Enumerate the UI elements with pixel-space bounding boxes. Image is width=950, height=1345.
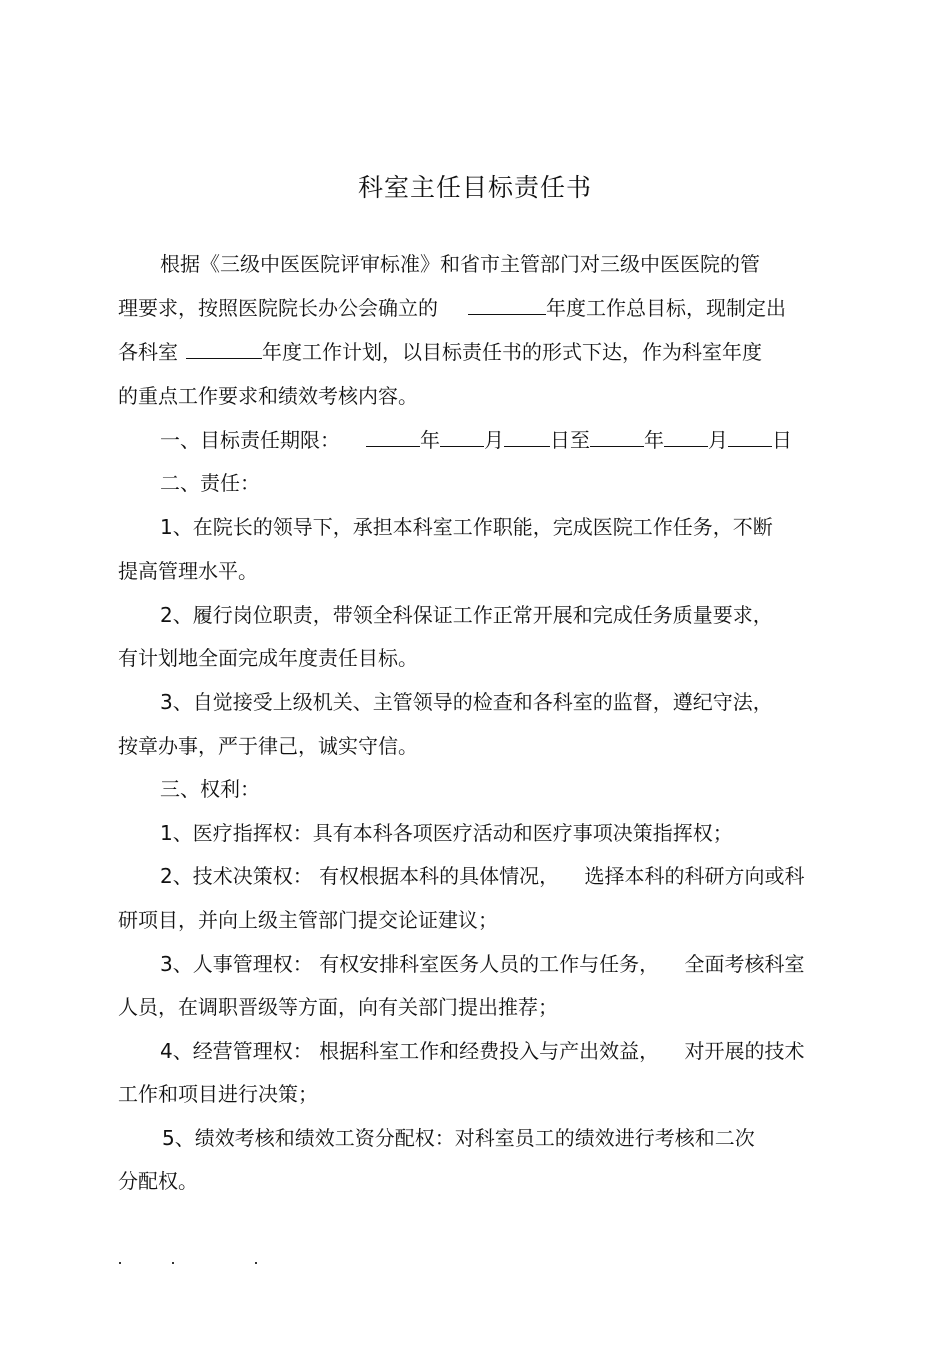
right-2-line-2: 研项目，并向上级主管部门提交论证建议； [118, 908, 498, 932]
responsibility-2-line-2: 有计划地全面完成年度责任目标。 [118, 646, 418, 670]
intro-line-2-text-b: 年度工作总目标，现制定出 [546, 296, 786, 320]
end-year-unit: 年 [644, 428, 664, 452]
right-5-line-1: 5、绩效考核和绩效工资分配权：对科室员工的绩效进行考核和二次 [162, 1126, 755, 1150]
intro-line-2 [118, 294, 786, 322]
footer-dot [172, 1262, 174, 1264]
right-4-line-1: 4、经营管理权： 根据科室工作和经费投入与产出效益， 对开展的技术 [160, 1039, 805, 1063]
start-month-unit: 月 [484, 428, 504, 452]
right-3-line-2: 人员，在调职晋级等方面，向有关部门提出推荐； [118, 995, 558, 1019]
intro-line-3 [118, 338, 762, 366]
start-day-unit: 日至 [550, 428, 590, 452]
rights-heading: 三、权利： [160, 777, 260, 801]
intro-line-3-text-a: 各科室 [118, 340, 178, 364]
end-day-unit: 日 [772, 428, 792, 452]
period-label: 一、目标责任期限： [160, 428, 340, 452]
right-4-line-2: 工作和项目进行决策； [118, 1082, 318, 1106]
end-month-unit: 月 [708, 428, 728, 452]
period-line [160, 426, 792, 454]
responsibility-1-line-2: 提高管理水平。 [118, 559, 258, 583]
end-year-blank[interactable] [590, 426, 644, 447]
start-day-blank[interactable] [504, 426, 550, 447]
responsibility-heading: 二、责任： [160, 471, 260, 495]
end-month-blank[interactable] [664, 426, 708, 447]
responsibility-2-line-1: 2、履行岗位职责，带领全科保证工作正常开展和完成任务质量要求， [160, 603, 773, 627]
right-2-line-1: 2、技术决策权： 有权根据本科的具体情况， 选择本科的科研方向或科 [160, 864, 805, 888]
start-month-blank[interactable] [440, 426, 484, 447]
year-blank-2[interactable] [186, 338, 262, 359]
intro-line-1: 根据《三级中医医院评审标准》和省市主管部门对三级中医医院的管 [160, 252, 760, 276]
year-blank-1[interactable] [468, 294, 546, 315]
intro-line-2-text-a: 理要求，按照医院院长办公会确立的 [118, 296, 438, 320]
responsibility-1-line-1: 1、在院长的领导下，承担本科室工作职能，完成医院工作任务，不断 [160, 515, 773, 539]
responsibility-3-line-2: 按章办事，严于律己，诚实守信。 [118, 734, 418, 758]
intro-line-4: 的重点工作要求和绩效考核内容。 [118, 384, 418, 408]
footer-dot [119, 1262, 121, 1264]
right-3-line-1: 3、人事管理权： 有权安排科室医务人员的工作与任务， 全面考核科室 [160, 952, 805, 976]
responsibility-3-line-1: 3、自觉接受上级机关、主管领导的检查和各科室的监督，遵纪守法， [160, 690, 773, 714]
footer-dot [255, 1262, 257, 1264]
start-year-blank[interactable] [366, 426, 420, 447]
end-day-blank[interactable] [728, 426, 772, 447]
right-5-line-2: 分配权。 [118, 1169, 198, 1193]
right-1-line-1: 1、医疗指挥权：具有本科各项医疗活动和医疗事项决策指挥权； [160, 821, 733, 845]
document-title: 科室主任目标责任书 [357, 173, 592, 202]
intro-line-3-text-b: 年度工作计划，以目标责任书的形式下达，作为科室年度 [262, 340, 762, 364]
start-year-unit: 年 [420, 428, 440, 452]
